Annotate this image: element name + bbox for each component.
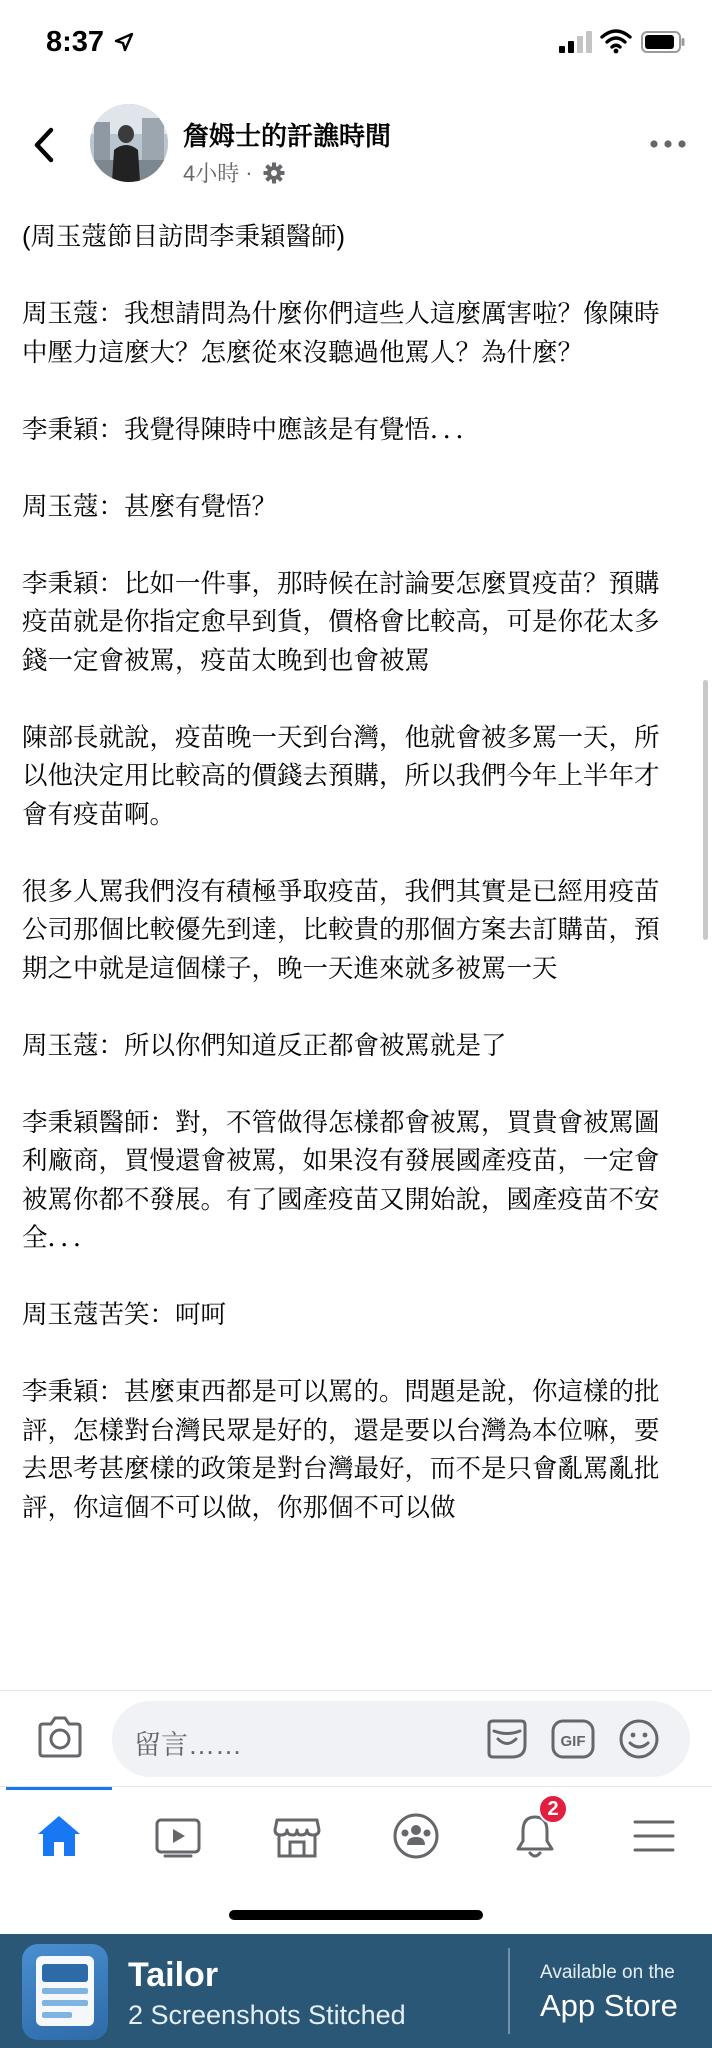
menu-icon	[629, 1814, 679, 1858]
post-paragraph: 李秉穎：甚麼東西都是可以罵的。問題是說，你這樣的批評，怎樣對台灣民眾是好的，還是要以台灣為本位嘛，要去思考甚麼樣的政策是對台灣最好，而不是只會亂罵亂批評，你這個不可以做，你那個不可以做	[22, 1378, 660, 1522]
post-paragraph: 周玉蔻：我想請問為什麼你們這些人這麼厲害啦？像陳時中壓力這麼大？怎麼從來沒聽過他罵人？為什麼？	[22, 300, 660, 367]
more-options-button[interactable]	[648, 132, 688, 156]
gif-icon[interactable]	[550, 1717, 596, 1761]
home-icon	[34, 1812, 84, 1860]
tab-video[interactable]	[143, 1801, 213, 1871]
post-author-name[interactable]: 詹姆士的訐譙時間	[183, 121, 392, 151]
notification-badge: 2	[538, 1794, 568, 1824]
avatar[interactable]	[90, 104, 168, 182]
post-paragraph: 李秉穎：比如一件事，那時候在討論要怎麼買疫苗？預購疫苗就是你指定愈早到貨，價格會比較高，可是你花太多錢一定會被罵，疫苗太晚到也會被罵	[22, 569, 660, 675]
status-bar	[0, 0, 712, 90]
tab-home[interactable]	[24, 1801, 94, 1871]
post-paragraph: 李秉穎醫師：對，不管做得怎樣都會被罵，買貴會被罵圖利廠商，買慢還會被罵，如果沒有發展國產疫苗，一定會被罵你都不發展。有了國產疫苗又開始說，國產疫苗不安全．．．	[22, 1108, 660, 1252]
avatar-photo	[90, 104, 168, 182]
comment-bar	[0, 1690, 712, 1786]
comment-placeholder: 留言……	[134, 1730, 242, 1760]
home-indicator[interactable]	[229, 1910, 483, 1920]
tab-bar	[0, 1786, 712, 1886]
post-paragraph: 很多人罵我們沒有積極爭取疫苗，我們其實是已經用疫苗公司那個比較優先到達，比較貴的那個方案去訂購苗，預期之中就是這個樣子，晚一天進來就多被罵一天	[22, 877, 660, 983]
post-time[interactable]: 4小時	[183, 161, 240, 186]
tailor-banner[interactable]	[0, 1934, 712, 2048]
post-paragraph: 李秉穎：我覺得陳時中應該是有覺悟．．．	[22, 415, 482, 444]
tab-marketplace[interactable]	[262, 1801, 332, 1871]
app-store-label[interactable]: App Store	[540, 1988, 678, 2023]
post-paragraph: 周玉蔻：甚麼有覺悟？	[22, 492, 278, 521]
post-body	[22, 218, 682, 1527]
emoji-icon[interactable]	[616, 1717, 662, 1761]
battery-icon	[641, 30, 685, 54]
tailor-logo-icon	[22, 1944, 108, 2040]
sticker-icon[interactable]	[484, 1717, 530, 1761]
marketplace-icon	[272, 1812, 322, 1860]
meta-separator: ·	[245, 159, 253, 185]
banner-subtitle: 2 Screenshots Stitched	[128, 2000, 406, 2030]
tab-groups[interactable]	[381, 1801, 451, 1871]
back-button[interactable]	[28, 126, 62, 164]
wifi-icon	[600, 28, 632, 54]
camera-icon[interactable]	[36, 1715, 84, 1759]
post-meta	[183, 157, 285, 188]
post-paragraph: 周玉蔻苦笑：呵呵	[22, 1301, 227, 1329]
tab-menu[interactable]	[619, 1801, 689, 1871]
gif-label: GIF	[560, 1733, 586, 1750]
comment-input[interactable]	[112, 1701, 690, 1777]
post-paragraph: (周玉蔻節目訪問李秉穎醫師)	[22, 223, 345, 251]
groups-icon	[391, 1811, 441, 1861]
cellular-signal-icon	[558, 30, 594, 54]
banner-divider	[508, 1948, 510, 2034]
post-paragraph: 陳部長就說，疫苗晚一天到台灣，他就會被多罵一天，所以他決定用比較高的價錢去預購，所以我們今年上半年才會有疫苗啊。	[22, 723, 660, 829]
banner-title: Tailor	[128, 1956, 219, 1994]
banner-available-text: Available on the	[540, 1962, 675, 1983]
active-tab-indicator	[6, 1787, 112, 1790]
location-arrow-icon	[112, 30, 136, 54]
video-icon	[153, 1814, 203, 1858]
gear-icon	[263, 162, 285, 184]
status-time: 8:37	[46, 26, 105, 58]
scrollbar[interactable]	[703, 680, 708, 940]
post-paragraph: 周玉蔻：所以你們知道反正都會被罵就是了	[22, 1031, 507, 1060]
